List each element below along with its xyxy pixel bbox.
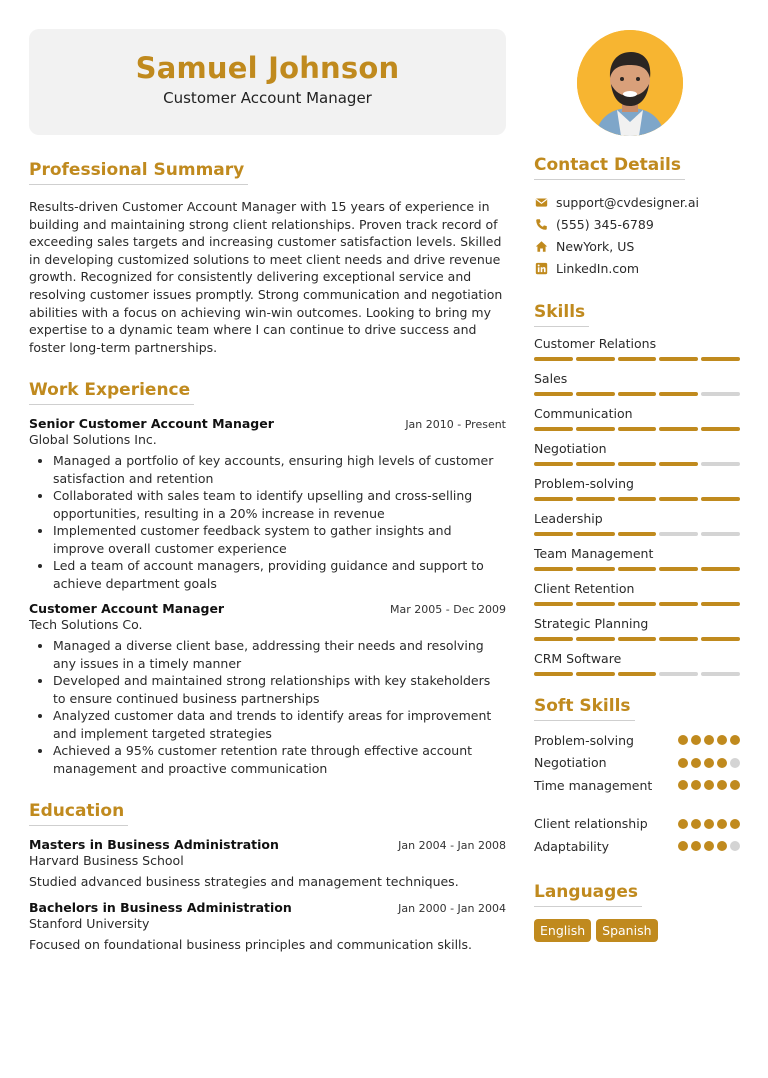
skill-level-segment: [618, 462, 657, 466]
degree-title: Bachelors in Business Administration: [29, 900, 292, 916]
skill-level-segment: [534, 357, 573, 361]
skill-level-bar: [534, 532, 740, 536]
skill-level-segment: [534, 672, 573, 676]
school-name: Harvard Business School: [29, 853, 184, 869]
right-column: [534, 155, 740, 942]
rating-dot: [691, 819, 701, 829]
linkedin-text: LinkedIn.com: [556, 260, 640, 276]
skill-level-segment: [618, 672, 657, 676]
contact-phone[interactable]: [534, 213, 740, 235]
skill-level-segment: [534, 602, 573, 606]
education-description: Focused on foundational business principles and communication skills.: [29, 937, 473, 953]
rating-dot: [717, 758, 727, 768]
skill-level-segment: [534, 532, 573, 536]
soft-skill-item: [534, 729, 740, 752]
skill-level-segment: [618, 357, 657, 361]
left-column: [29, 160, 506, 952]
skill-level-segment: [618, 567, 657, 571]
job-bullet: • Led a team of account managers, providing guidance and support to achieve department goals: [53, 557, 506, 592]
skill-item: [534, 650, 740, 676]
skill-level-segment: [534, 497, 573, 501]
rating-dot: [704, 841, 714, 851]
skill-level-bar: [534, 637, 740, 641]
rating-dot: [730, 758, 740, 768]
candidate-title: Customer Account Manager: [163, 89, 372, 107]
skill-level-segment: [534, 392, 573, 396]
rating-dot: [730, 780, 740, 790]
rating-dot: [730, 735, 740, 745]
soft-skills-heading: Soft Skills: [534, 696, 635, 721]
skill-level-segment: [576, 357, 615, 361]
skill-item: [534, 475, 740, 501]
skill-level-bar: [534, 392, 740, 396]
skill-level-bar: [534, 602, 740, 606]
contact-heading: Contact Details: [534, 155, 685, 180]
skill-level-segment: [576, 427, 615, 431]
experience-section: [29, 380, 506, 777]
job-title: Senior Customer Account Manager: [29, 416, 274, 432]
rating-dot: [717, 780, 727, 790]
languages-section: [534, 882, 740, 942]
skill-level-segment: [701, 602, 740, 606]
rating-dot: [704, 780, 714, 790]
school-name: Stanford University: [29, 916, 150, 932]
skill-level-bar: [534, 357, 740, 361]
languages-list: [534, 919, 740, 942]
job-entry: [29, 601, 506, 777]
home-icon: [534, 239, 548, 253]
job-bullet: • Managed a diverse client base, addressing their needs and resolving any issues in a timely manner: [53, 637, 506, 672]
job-bullet: • Managed a portfolio of key accounts, ensuring high levels of customer satisfaction and retention: [53, 452, 506, 487]
job-bullet: • Developed and maintained strong relationships with key stakeholders to ensure continued business partnerships: [53, 672, 506, 707]
skill-item: [534, 510, 740, 536]
skill-level-segment: [618, 392, 657, 396]
job-title: Customer Account Manager: [29, 601, 225, 617]
education-entry: [29, 900, 506, 952]
skill-level-segment: [534, 567, 573, 571]
rating-dot: [691, 758, 701, 768]
job-entry: [29, 416, 506, 592]
rating-dot: [678, 780, 688, 790]
soft-skill-item: [534, 813, 740, 836]
skill-level-segment: [701, 497, 740, 501]
rating-dot: [704, 735, 714, 745]
profile-photo: [577, 30, 683, 136]
skill-level-segment: [534, 427, 573, 431]
skill-item: [534, 580, 740, 606]
rating-dot: [678, 819, 688, 829]
skill-name: Problem-solving: [534, 476, 634, 491]
languages-heading: Languages: [534, 882, 642, 907]
job-company: Global Solutions Inc.: [29, 432, 157, 448]
job-date: Mar 2005 - Dec 2009: [390, 603, 506, 617]
skill-name: Communication: [534, 406, 633, 421]
soft-skill-item: [534, 774, 740, 797]
soft-skill-name: Adaptability: [534, 838, 610, 854]
skill-item: [534, 370, 740, 396]
contact-location: [534, 235, 740, 257]
skill-item: [534, 335, 740, 361]
candidate-name: Samuel Johnson: [135, 51, 400, 85]
skill-level-bar: [534, 567, 740, 571]
contact-linkedin[interactable]: [534, 257, 740, 279]
rating-dot: [691, 780, 701, 790]
skill-level-segment: [659, 602, 698, 606]
skill-level-segment: [576, 672, 615, 676]
soft-skill-name: Negotiation: [534, 755, 607, 771]
skill-level-bar: [534, 427, 740, 431]
rating-dot: [678, 735, 688, 745]
phone-text: (555) 345-6789: [556, 216, 654, 232]
soft-skill-rating: [678, 758, 740, 768]
education-heading: Education: [29, 801, 128, 826]
skill-level-bar: [534, 497, 740, 501]
linkedin-icon: [534, 261, 548, 275]
skill-name: Leadership: [534, 511, 603, 526]
job-bullets: [29, 637, 506, 777]
skills-section: [534, 302, 740, 676]
summary-section: [29, 160, 506, 356]
soft-skill-item: [534, 835, 740, 858]
skill-name: Sales: [534, 371, 568, 386]
envelope-icon: [534, 195, 548, 209]
skill-level-segment: [701, 532, 740, 536]
degree-date: Jan 2000 - Jan 2004: [398, 902, 506, 916]
soft-skill-rating: [678, 735, 740, 745]
rating-dot: [691, 841, 701, 851]
rating-dot: [704, 819, 714, 829]
degree-date: Jan 2004 - Jan 2008: [398, 839, 506, 853]
skill-level-segment: [659, 497, 698, 501]
contact-email[interactable]: [534, 191, 740, 213]
language-tag: Spanish: [596, 919, 657, 942]
skill-level-segment: [701, 462, 740, 466]
job-bullet: • Implemented customer feedback system to gather insights and improve overall customer experience: [53, 522, 506, 557]
rating-dot: [678, 758, 688, 768]
contact-section: [534, 155, 740, 279]
rating-dot: [730, 841, 740, 851]
skill-level-segment: [576, 462, 615, 466]
skill-level-segment: [659, 532, 698, 536]
skill-name: Strategic Planning: [534, 616, 649, 631]
location-text: NewYork, US: [556, 238, 635, 254]
email-text: support@cvdesigner.ai: [556, 194, 700, 210]
phone-icon: [534, 217, 548, 231]
skill-level-segment: [659, 392, 698, 396]
skill-level-bar: [534, 462, 740, 466]
skill-item: [534, 615, 740, 641]
skill-level-segment: [576, 392, 615, 396]
education-description: Studied advanced business strategies and management techniques.: [29, 874, 459, 890]
skill-level-segment: [701, 427, 740, 431]
skill-item: [534, 440, 740, 466]
skill-level-segment: [659, 427, 698, 431]
job-bullet: • Achieved a 95% customer retention rate through effective account management and proactive communication: [53, 742, 506, 777]
skill-level-segment: [659, 567, 698, 571]
job-company: Tech Solutions Co.: [29, 617, 143, 633]
skill-level-segment: [576, 602, 615, 606]
education-entry: [29, 837, 506, 889]
job-date: Jan 2010 - Present: [405, 418, 506, 432]
rating-dot: [704, 758, 714, 768]
skill-level-segment: [659, 357, 698, 361]
experience-heading: Work Experience: [29, 380, 194, 405]
skill-level-segment: [534, 462, 573, 466]
skill-name: Negotiation: [534, 441, 607, 456]
job-bullet: • Collaborated with sales team to identify upselling and cross-selling opportunities, resulting in a 20% increase in revenue: [53, 487, 506, 522]
skill-level-segment: [534, 637, 573, 641]
soft-skills-list: [534, 729, 740, 858]
skill-level-segment: [659, 637, 698, 641]
rating-dot: [717, 819, 727, 829]
skill-level-segment: [701, 672, 740, 676]
job-bullet: • Analyzed customer data and trends to identify areas for improvement and implement targeted strategies: [53, 707, 506, 742]
skill-name: Customer Relations: [534, 336, 657, 351]
skills-list: [534, 335, 740, 676]
skill-level-segment: [576, 532, 615, 536]
skill-level-segment: [576, 497, 615, 501]
education-section: [29, 801, 506, 952]
soft-skill-name: Client relationship: [534, 816, 648, 832]
skill-level-segment: [659, 672, 698, 676]
skill-level-segment: [618, 427, 657, 431]
skill-level-segment: [659, 462, 698, 466]
soft-skills-section: [534, 696, 740, 858]
skill-level-bar: [534, 672, 740, 676]
header-box: [29, 29, 506, 135]
skill-name: Team Management: [534, 546, 654, 561]
skill-level-segment: [618, 602, 657, 606]
summary-text: Results-driven Customer Account Manager with 15 years of experience in building and maintaining strong client relationships. Proven track record of exceeding sales targets and increasing customer satisfaction levels. Skilled in developing customized solutions to meet client needs and drive revenue growth. Recognized for consistently delivering exceptional service and resolving customer issues promptly. Strong communication and negotiation abilities with a focus on achieving win-win outcomes. Looking to bring my expertise to a dynamic team where I can continue to drive success and foster long-term partnerships.: [29, 199, 503, 355]
soft-skill-rating: [678, 780, 740, 790]
soft-skill-rating: [678, 841, 740, 851]
skill-name: Client Retention: [534, 581, 635, 596]
skill-level-segment: [618, 637, 657, 641]
skill-level-segment: [701, 357, 740, 361]
skill-level-segment: [576, 637, 615, 641]
skill-level-segment: [618, 532, 657, 536]
degree-title: Masters in Business Administration: [29, 837, 279, 853]
soft-skill-name: Problem-solving: [534, 732, 634, 748]
rating-dot: [691, 735, 701, 745]
summary-heading: Professional Summary: [29, 160, 248, 185]
skill-name: CRM Software: [534, 651, 622, 666]
soft-skill-item: [534, 752, 740, 775]
soft-skill-name: Time management: [534, 777, 653, 793]
skill-level-segment: [701, 392, 740, 396]
rating-dot: [678, 841, 688, 851]
skill-level-segment: [701, 567, 740, 571]
skill-level-segment: [701, 637, 740, 641]
skill-level-segment: [576, 567, 615, 571]
rating-dot: [717, 841, 727, 851]
language-tag: English: [534, 919, 591, 942]
rating-dot: [730, 819, 740, 829]
skill-item: [534, 545, 740, 571]
skills-heading: Skills: [534, 302, 589, 327]
rating-dot: [717, 735, 727, 745]
skill-item: [534, 405, 740, 431]
job-bullets: [29, 452, 506, 592]
soft-skill-rating: [678, 819, 740, 829]
skill-level-segment: [618, 497, 657, 501]
